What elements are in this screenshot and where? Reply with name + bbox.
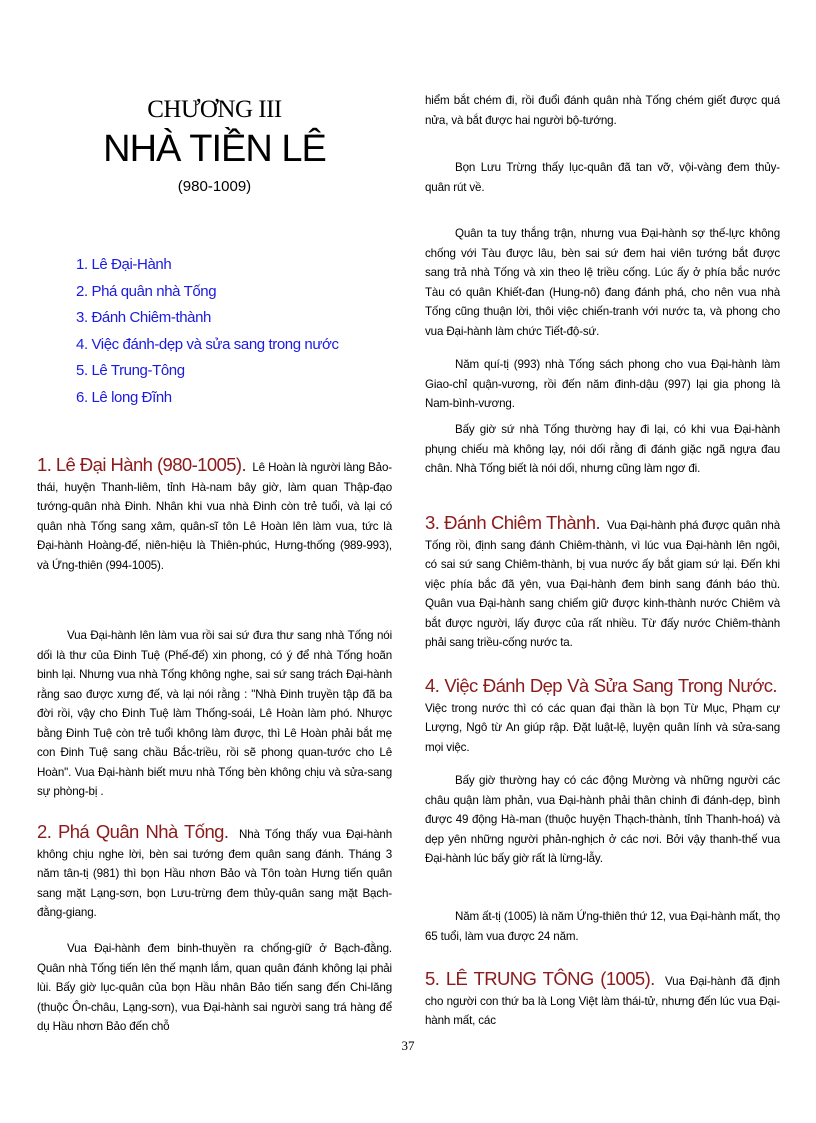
chapter-heading bbox=[37, 94, 392, 202]
section-3-heading: 3. Đánh Chiêm Thành. bbox=[425, 512, 601, 533]
chapter-number: CHƯƠNG III bbox=[147, 96, 282, 123]
toc-item[interactable]: 4. Việc đánh-dẹp và sửa sang trong nước bbox=[76, 335, 339, 353]
section-3 bbox=[425, 513, 780, 653]
section-5-paragraph: 5. LÊ TRUNG TÔNG (1005). Vua Đại-hành đã định cho người con thứ ba là Long Việt làm thái-tử, nhưng đến lúc vua Đại-hành mất, các bbox=[425, 968, 780, 1027]
paragraph bbox=[425, 224, 780, 341]
section-1-heading: 1. Lê Đại Hành (980-1005). bbox=[37, 454, 247, 475]
table-of-contents bbox=[76, 252, 339, 411]
section-2-paragraph: 2. Phá Quân Nhà Tống. Nhà Tống thấy vua Đại-hành không chịu nghe lời, bèn sai tướng đem quân sang đánh. Tháng 3 năm tân-tị (981) thì bọn Hầu nhơn Bảo và Tôn toàn Hưng tiến quân sang mặt Lạng-sơn, bọn Lưu-trừng đem thủy-quân sang mặt Bạch-đằng-giang. bbox=[37, 821, 392, 919]
paragraph-text: Bọn Lưu Trừng thấy lục-quân đã tan vỡ, vội-vàng đem thủy-quân rút về. bbox=[425, 161, 780, 194]
paragraph bbox=[425, 158, 780, 197]
toc-item[interactable]: 6. Lê long Đĩnh bbox=[76, 388, 172, 406]
section-2-heading: 2. Phá Quân Nhà Tống. bbox=[37, 821, 229, 842]
toc-item[interactable]: 5. Lê Trung-Tông bbox=[76, 362, 185, 379]
chapter-years: (980-1009) bbox=[177, 178, 252, 195]
paragraph bbox=[37, 626, 392, 802]
section-4 bbox=[425, 676, 780, 757]
paragraph-text: Bấy giờ thường hay có các động Mường và những người các châu quận làm phản, vua Đại-hành phải thân chinh đi đánh-dẹp, bình được 49 động Hà-man (thuộc huyện Thạch-thành, tỉnh Thanh-hoá) và dẹp yên những người phản-nghịch ở các nơi. Bởi vậy thanh-thế vua Đại-hành lúc bấy giờ rất là lừng-lẫy. bbox=[425, 774, 780, 865]
paragraph bbox=[425, 91, 780, 130]
toc-item[interactable]: 2. Phá quân nhà Tống bbox=[76, 282, 217, 300]
paragraph-text: Vua Đại-hành đem binh-thuyền ra chống-giữ ở Bạch-đằng. Quân nhà Tống tiến lên thế mạnh lắm, quan quân đánh không lại phải lùi. Bấy giờ lục-quân của bọn Hầu nhân Bảo tiến sang đến Chi-lăng (thuộc Ôn-châu, Lạng-sơn), vua Đại-hành sai người sang trá hàng để dụ Hầu nhơn Bảo đến chỗ bbox=[37, 942, 392, 1033]
section-5-heading: 5. LÊ TRUNG TÔNG (1005). bbox=[425, 968, 655, 989]
page-number: 37 bbox=[401, 1038, 415, 1053]
section-1 bbox=[37, 455, 392, 575]
paragraph bbox=[425, 420, 780, 479]
paragraph bbox=[425, 355, 780, 414]
section-3-paragraph: 3. Đánh Chiêm Thành. Vua Đại-hành phá được quân nhà Tống rồi, định sang đánh Chiêm-thành, vì lúc vua Đại-hành lên ngôi, có sai sứ sang Chiêm-thành, bị vua nước ấy bắt giam sứ lại. Đến khi việc phía bắc đã yên, vua Đại-hành đem binh sang đánh báo thù. Quân vua Đại-hành sang chiếm giữ được kinh-thành nước Chiêm và bắt được người, lấy được của rất nhiều. Từ đấy nước Chiêm-thành phải sang triều-cống nước ta. bbox=[425, 512, 780, 649]
toc-item[interactable]: 3. Đánh Chiêm-thành bbox=[76, 309, 211, 326]
paragraph bbox=[425, 771, 780, 869]
paragraph-text: Năm quí-tị (993) nhà Tống sách phong cho vua Đại-hành làm Giao-chỉ quận-vương, rồi đến năm đinh-dậu (997) lại gia phong là Nam-bình-vương. bbox=[425, 358, 780, 410]
section-5 bbox=[425, 969, 780, 1031]
chapter-title: NHÀ TIỀN LÊ bbox=[103, 128, 326, 170]
paragraph-text: hiểm bắt chém đi, rồi đuổi đánh quân nhà Tống chém giết được quá nửa, và bắt được hai người bộ-tướng. bbox=[425, 94, 780, 127]
paragraph-text: Vua Đại-hành lên làm vua rồi sai sứ đưa thư sang nhà Tống nói dối là thư của Đinh Tuệ (Phế-đế) xin phong, có ý để nhà Tống hoãn binh lại. Nhưng vua nhà Tống không nghe, sai sứ sang trách Đại-hành rằng sao được xưng đế, và lại nói rằng : "Nhà Đinh truyền tập đã ba đời rồi, vậy cho Đinh Tuệ làm Thống-soái, Lê Hoàn làm phó. Nhược bằng Đinh Tuệ còn trẻ tuổi không làm được, thì Lê Hoàn phải bắt mẹ con Đinh Tuệ sang chầu Bắc-triều, rồi sẽ phong quan-tước cho Lê Hoàn". Vua Đại-hành biết mưu nhà Tống bèn không chịu và sửa-sang sự phòng-bị . bbox=[37, 629, 392, 798]
paragraph bbox=[37, 939, 392, 1037]
paragraph bbox=[425, 907, 780, 946]
section-4-heading: 4. Việc Đánh Dẹp Và Sửa Sang Trong Nước. bbox=[425, 675, 777, 696]
toc-item[interactable]: 1. Lê Đại-Hành bbox=[76, 256, 172, 273]
paragraph-text: Năm ất-tị (1005) là năm Ứng-thiên thứ 12, vua Đại-hành mất, thọ 65 tuổi, làm vua được 24 năm. bbox=[425, 910, 780, 943]
paragraph-text: Bấy giờ sứ nhà Tống thường hay đi lại, có khi vua Đại-hành phụng chiếu mà không lạy, nói dối rằng đi đánh giặc ngã ngựa đau chân. Nhà Tống biết là nói dối, nhưng cũng làm ngơ đi. bbox=[425, 423, 780, 475]
section-2 bbox=[37, 822, 392, 923]
section-1-paragraph: 1. Lê Đại Hành (980-1005). Lê Hoàn là người làng Bảo-thái, huyện Thanh-liêm, tỉnh Hà-nam bây giờ, làm quan Thập-đạo tướng-quân nhà Đinh. Nhân khi vua nhà Đinh còn trẻ tuổi, và lại có quân nhà Tống sang xâm, quân-sĩ tôn Lê Hoàn lên làm vua, tức là Đại-hành Hoàng-đế, niên-hiệu là Thiên-phúc, Hưng-thống (989-993), và Ứng-thiên (994-1005). bbox=[37, 454, 392, 572]
section-4-paragraph: 4. Việc Đánh Dẹp Và Sửa Sang Trong Nước. Việc trong nước thì có các quan đại thần là bọn Từ Mục, Phạm cự Lượng, Ngô từ An giúp rập. Đặt luật-lệ, luyện quân lính và sửa-sang mọi việc. bbox=[425, 675, 780, 754]
paragraph-text: Quân ta tuy thắng trận, nhưng vua Đại-hành sợ thế-lực không chống với Tàu được lâu, bèn sai sứ đem hai viên tướng bắt được sang trả nhà Tống và xin theo lệ triều cống. Lúc ấy ở phía bắc nước Tàu có quân Khiết-đan (Hung-nô) đang đánh phá, cho nên vua nhà Tống cũng thuận lời, thôi việc chiến-tranh với nước ta, và phong cho vua Đại-hành làm chức Tiết-độ-sứ. bbox=[425, 227, 780, 338]
